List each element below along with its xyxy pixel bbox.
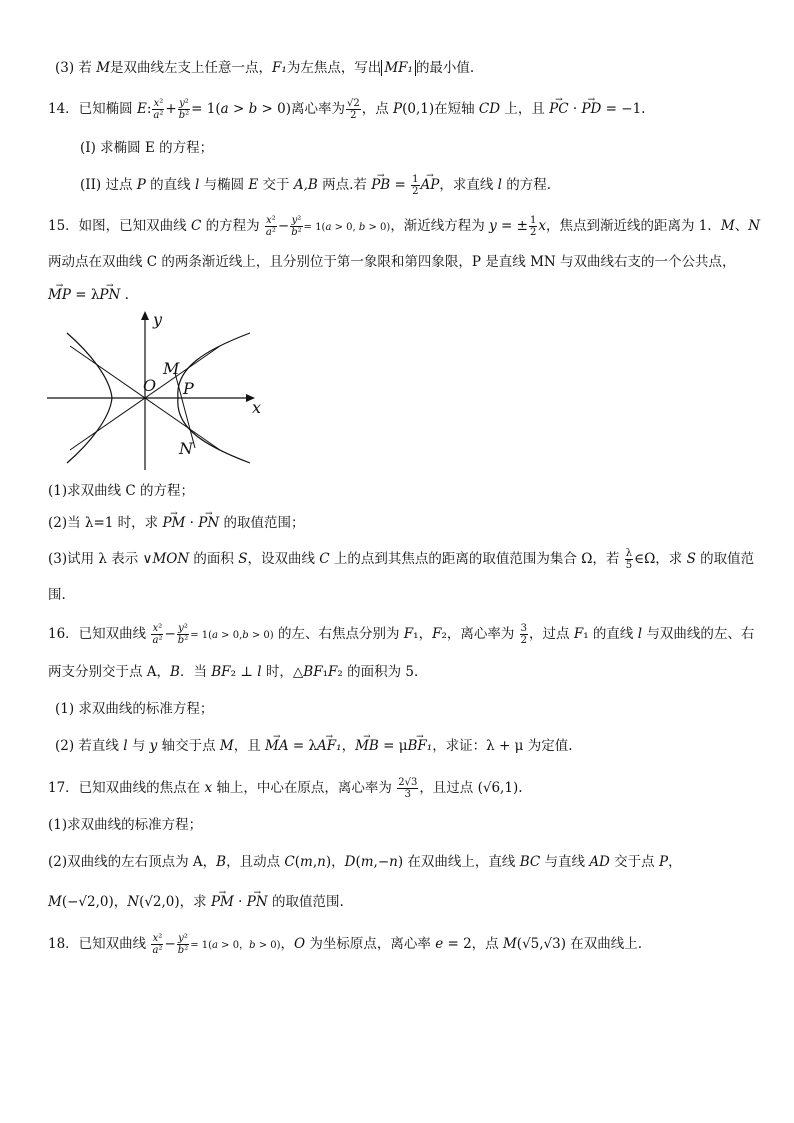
q15-part2: (2)当 λ=1 时，求 → PM · → PN 的取值范围； <box>48 513 748 533</box>
q16-part2: (2) 若直线 l 与 y 轴交于点 M，且 → MA = λ→ AF₁，→ MB = μ→ BF₁，求证：λ + μ 为定值. <box>55 736 755 756</box>
q15-part3: (3)试用 λ 表示 ∨MON 的面积 S，设双曲线 C 上的点到其焦点的距离的取值范围为集合 Ω，若 $\frac{\lambda}{5}$ ∈Ω，求 S 的取值范 <box>48 548 755 571</box>
q16-line1: 16．已知双曲线 $\frac{\text{x²}}{\text{a²}}$ − $\frac{\text{y²}}{\text{b²}}$ = 1(a > 0,b > 0) 的左、右焦点分别为 F₁，F₂，离心率为 $\frac{3}{2}$ ，过点 F₁ 的直线 l 与双曲线的左、右 <box>48 623 755 646</box>
q17-part2b: M(−√2,0)，N(√2,0)，求 → PM · → PN 的取值范围. <box>48 892 748 912</box>
label-n: N <box>179 439 193 458</box>
q17-part2a: (2)双曲线的左右顶点为 A，B，且动点 C(m,n)，D(m,−n) 在双曲线上，直线 BC 与直线 AD 交于点 P， <box>48 854 682 870</box>
q17-part1: (1)求双曲线的标准方程； <box>48 817 203 833</box>
q14-part1: (I) 求椭圆 E 的方程； <box>80 140 214 156</box>
label-x: x <box>252 398 262 417</box>
label-y: y <box>153 310 163 329</box>
label-o: O <box>143 376 157 395</box>
q17-line1: 17．已知双曲线的焦点在 x 轴上，中心在原点，离心率为 $\frac{2√3}{3}$ ，且过点 (√6,1). <box>48 777 523 800</box>
q15-line3: → MP = λ→ PN . <box>48 285 748 305</box>
hyperbola-figure <box>45 308 270 473</box>
q16-line2: 两支分别交于点 A，B．当 BF₂ ⊥ l 时，△BF₁F₂ 的面积为 5． <box>48 664 428 680</box>
q14-part2: (II) 过点 P 的直线 l 与椭圆 E 交于 A,B 两点.若 → PB = $\frac{1}{2}$ → AP，求直线 l 的方程. <box>80 174 780 197</box>
q14-stem: 14．已知椭圆 E: $\frac{\text{x²}}{\text{a²}}$ + $\frac{\text{y²}}{\text{b²}}$ = 1(a > b > 0)离心率为 $\frac{√2}{2}$ ，点 P(0,1)在短轴 CD 上，且 → PC · → PD = −1. <box>48 98 748 121</box>
label-m: M <box>163 359 180 378</box>
q15-part1: (1)求双曲线 C 的方程； <box>48 483 195 499</box>
y-axis-arrow <box>141 311 149 320</box>
q15-line2: 两动点在双曲线 C 的两条渐近线上，且分别位于第一象限和第四象限，P 是直线 MN 与双曲线右支的一个公共点， <box>48 254 736 270</box>
label-p: P <box>183 379 194 398</box>
q13-part3: (3) 若 M是双曲线左支上任意一点，F₁为左焦点，写出 MF₁ 的最小值. <box>55 60 475 76</box>
q15-part3-cont: 围. <box>48 587 66 603</box>
q16-part1: (1) 求双曲线的标准方程； <box>55 701 214 717</box>
abs-mf1: MF₁ <box>381 60 416 76</box>
q15-line1: 15．如图，已知双曲线 C 的方程为 $\frac{\text{x²}}{\text{a²}}$ − $\frac{\text{y²}}{\text{b²}}$ = 1(a > 0, b > 0)，渐近线方程为 y = ± $\frac{1}{2}$ x，焦点到渐近线的距离为 1．M、N <box>48 215 760 238</box>
q18-line1: 18．已知双曲线 $\frac{\text{x²}}{\text{a²}}$ − $\frac{\text{y²}}{\text{b²}}$ = 1(a > 0，b > 0)，O 为坐标原点，离心率 e = 2，点 M(√5,√3) 在双曲线上. <box>48 933 643 956</box>
